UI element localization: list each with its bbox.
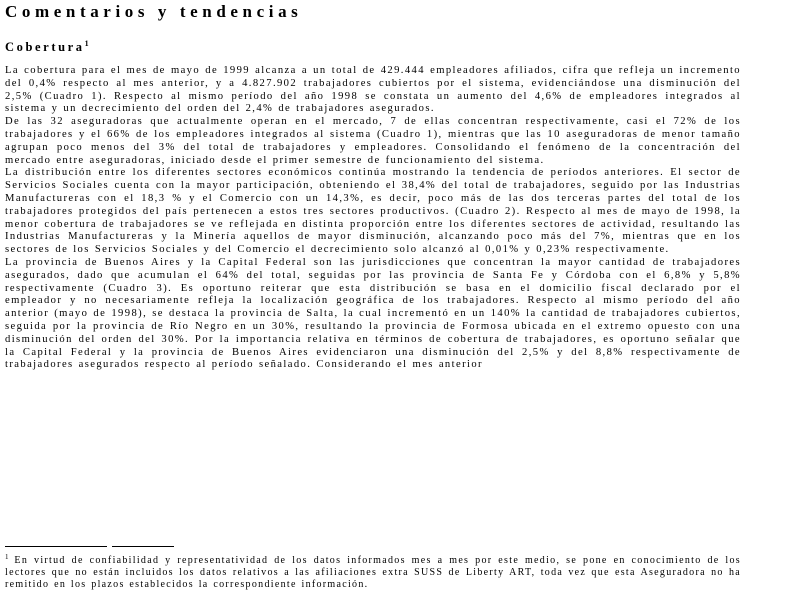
footnote-separator bbox=[5, 546, 174, 547]
document-page bbox=[3, 0, 797, 600]
paragraph-4: La provincia de Buenos Aires y la Capital Federal son las jurisdicciones que concentran la mayor cantidad de trabajadores asegurados, dado que acumulan el 64% del total, seguidas por las provincia de Santa Fe y Córdoba con el 6,8% y 5,8% respectivamente (Cuadro 3). Es oportuno reiterar que esta distribución se basa en el domicilio fiscal declarado por el empleador y no necesariamente refleja la localización geográfica de los trabajadores. Respecto al mismo período del año anterior (mayo de 1998), se destaca la provincia de Salta, la cual incrementó en un 140% la cantidad de trabajadores cubiertos, seguida por la provincia de Río Negro en un 30%, resultando la provincia de Formosa ubicada en el extremo opuesto con una disminución del orden del 30%. Por la importancia relativa en términos de cobertura de trabajadores, es oportuno señalar que la Capital Federal y la provincia de Buenos Aires evidenciaron una disminución del 2,5% y del 8,8% respectivamente de trabajadores asegurados respecto al período señalado. Considerando el mes anterior bbox=[5, 256, 741, 371]
paragraph-3: La distribución entre los diferentes sectores económicos continúa mostrando la tendencia de períodos anteriores. El sector de Servicios Sociales cuenta con la mayor participación, obteniendo el 38,4% del total de trabajadores, seguido por las Industrias Manufactureras con el 18,3 % y el Comercio con un 14,3%, es decir, poco más de las dos terceras partes del total de los trabajadores protegidos del país pertenecen a estos tres sectores productivos. (Cuadro 2). Respecto al mes de mayo de 1998, la menor cobertura de trabajadores se ve reflejada en distinta proporción entre los diferentes sectores de actividad, resultando las Industrias Manufactureras y la Minería aquellos de mayor disminución, alcanzando poco más del 7%, mientras que en los sectores de los Servicios Sociales y del Comercio el decrecimiento solo alcanzó al 0,01% y 0,23% respectivamente. bbox=[5, 167, 741, 256]
footnote-separator-line bbox=[5, 546, 107, 547]
page-title: Comentarios y tendencias bbox=[5, 2, 303, 21]
footnote-text: En virtud de confiabilidad y representatividad de los datos informados mes a mes por este medio, se pone en conocimiento de los lectores que no están incluidos los datos relativos a las afiliaciones extra SUSS de Liberty ART, toda vez que esta Aseguradora no ha remitido en los plazos establecidos la correspondiente información. bbox=[5, 555, 741, 590]
footnote-marker: 1 bbox=[5, 553, 9, 561]
body-text bbox=[5, 65, 741, 372]
section-heading-text: Cobertura bbox=[5, 40, 85, 54]
paragraph-2: De las 32 aseguradoras que actualmente operan en el mercado, 7 de ellas concentran respectivamente, casi el 72% de los trabajadores y el 66% de los empleadores integrados al sistema (Cuadro 1), mientras que las 10 aseguradoras de menor tamaño agrupan poco menos del 3% del total de trabajadores y empleadores. Consolidando el fenómeno de la concentración del mercado entre aseguradoras, iniciado desde el primer semestre de funcionamiento del sistema. bbox=[5, 116, 741, 166]
section-heading bbox=[5, 35, 89, 56]
footnote-reference: 1 bbox=[84, 39, 89, 48]
paragraph-1: La cobertura para el mes de mayo de 1999 alcanza a un total de 429.444 empleadores afiliados, cifra que refleja un incremento del 0,4% respecto al mes anterior, y a 4.827.902 trabajadores cubiertos por el sistema, evidenciándose una disminución del 2,5% (Cuadro 1). Respecto al mismo período del año 1998 se constata un aumento del 4,6% de empleadores integrados al sistema y un decrecimiento del orden del 2,4% de trabajadores asegurados. bbox=[5, 65, 741, 115]
footnote bbox=[5, 551, 741, 591]
footnote-separator-line bbox=[112, 546, 174, 547]
